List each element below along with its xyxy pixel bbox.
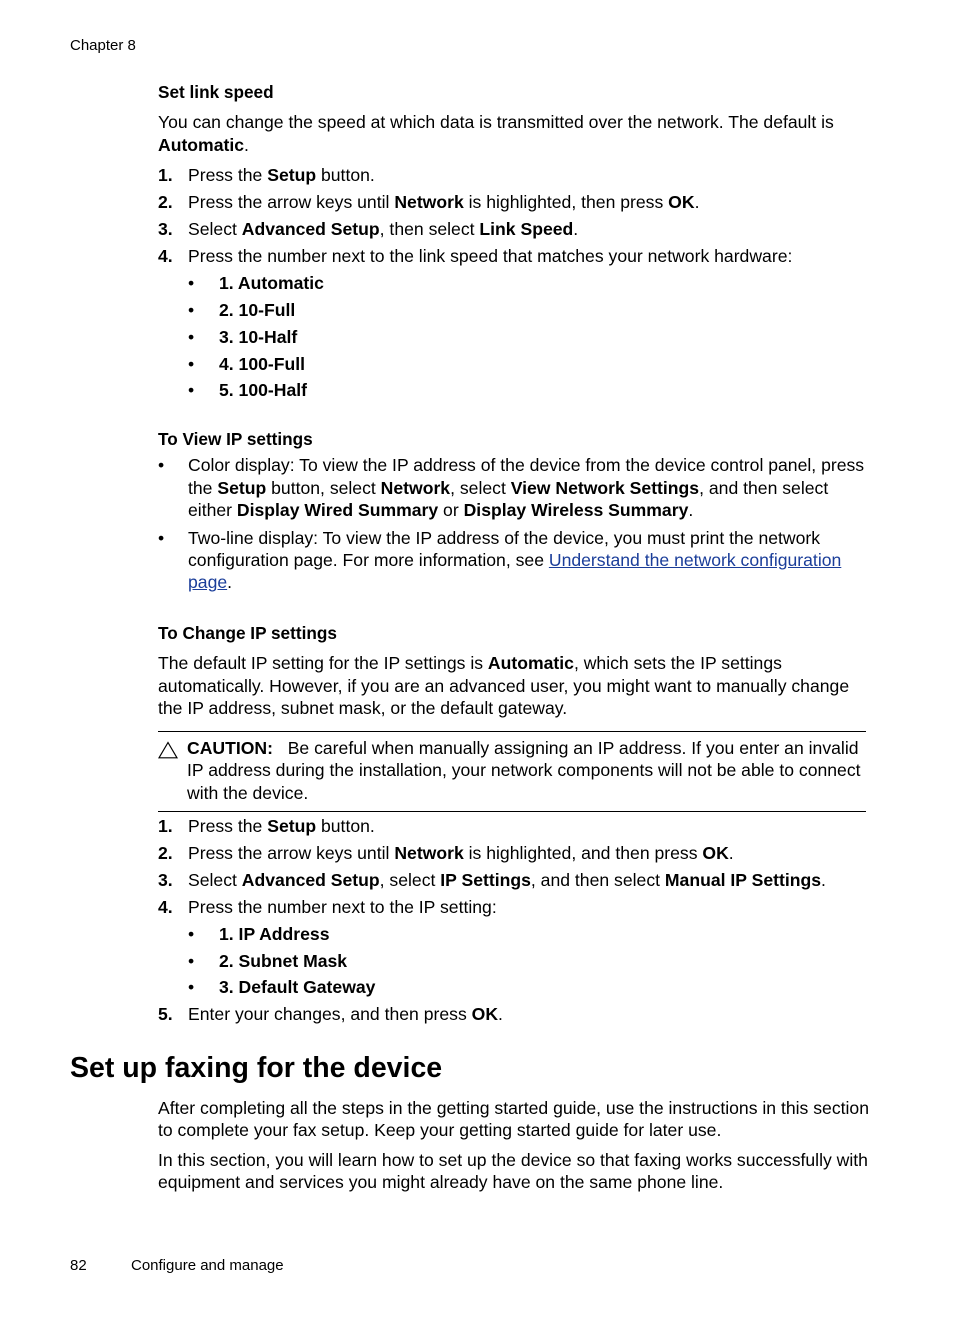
link-speed-step-3: 3. Select Advanced Setup, then select Link Speed.: [158, 219, 579, 240]
link-speed-section: [158, 81, 870, 402]
view-ip-bullet-color: • Color display: To view the IP address of the device from the device control panel, press the Setup button, select Network, select View Network Settings, and then select either Display Wired Summary or Display Wireless Summary.: [158, 455, 865, 521]
link-speed-option: • 4. 100-Full: [188, 353, 306, 374]
change-ip-step-4: 4. Press the number next to the IP setting:: [158, 896, 497, 917]
faxing-para-2: In this section, you will learn how to set up the device so that faxing works successfully with equipment and services you might already have on the same phone line.: [158, 1149, 868, 1193]
link-speed-option: • 1. Automatic: [188, 272, 324, 293]
view-ip-title: To View IP settings: [158, 429, 313, 449]
link-speed-step-1: 1. Press the Setup button.: [158, 165, 375, 186]
link-speed-step-4: 4. Press the number next to the link speed that matches your network hardware:: [158, 245, 793, 266]
link-speed-intro: You can change the speed at which data is transmitted over the network. The default is Automatic.: [158, 112, 834, 155]
caution-text: CAUTION: Be careful when manually assigning an IP address. If you enter an invalid IP address during the installation, your network components will not be able to connect with the device.: [187, 738, 861, 803]
network-config-page-link[interactable]: Understand the network configuration page: [188, 550, 842, 593]
warning-triangle-icon: [158, 741, 178, 759]
change-ip-title: To Change IP settings: [158, 623, 337, 643]
change-ip-step-5: 5. Enter your changes, and then press OK.: [158, 1004, 503, 1025]
chapter-label: Chapter 8: [70, 37, 136, 54]
change-ip-step-1: 1. Press the Setup button.: [158, 816, 375, 836]
link-speed-option: • 2. 10-Full: [188, 299, 296, 320]
view-ip-section: [158, 428, 870, 594]
ip-setting-option: • 3. Default Gateway: [188, 977, 376, 998]
change-ip-step-3: 3. Select Advanced Setup, select IP Settings, and then select Manual IP Settings.: [158, 869, 826, 890]
change-ip-steps: [158, 815, 870, 1026]
faxing-para-1: After completing all the steps in the getting started guide, use the instructions in this section to complete your fax setup. Keep your getting started guide for later use.: [158, 1098, 869, 1141]
footer-section-title: Configure and manage: [131, 1257, 284, 1274]
link-speed-option: • 3. 10-Half: [188, 326, 298, 347]
faxing-heading: Set up faxing for the device: [70, 1052, 443, 1084]
ip-setting-option: • 2. Subnet Mask: [188, 950, 348, 971]
ip-setting-option: • 1. IP Address: [188, 923, 330, 944]
link-speed-step-2: 2. Press the arrow keys until Network is highlighted, then press OK.: [158, 192, 700, 213]
view-ip-bullet-two-line: • Two-line display: To view the IP address of the device, you must print the network configuration page. For more information, see Understand the network configuration page.: [158, 527, 842, 593]
link-speed-option: • 5. 100-Half: [188, 380, 308, 401]
change-ip-intro: The default IP setting for the IP settings is Automatic, which sets the IP settings automatically. However, if you are an advanced user, you might want to manually change the IP address, subnet mask, or the default gateway.: [158, 653, 850, 719]
change-ip-step-2: 2. Press the arrow keys until Network is highlighted, and then press OK.: [158, 842, 734, 863]
link-speed-title: Set link speed: [158, 82, 274, 102]
caution-box: [158, 731, 866, 812]
page-number: 82: [70, 1257, 87, 1274]
faxing-section: [158, 1097, 870, 1194]
change-ip-section: [158, 622, 870, 720]
